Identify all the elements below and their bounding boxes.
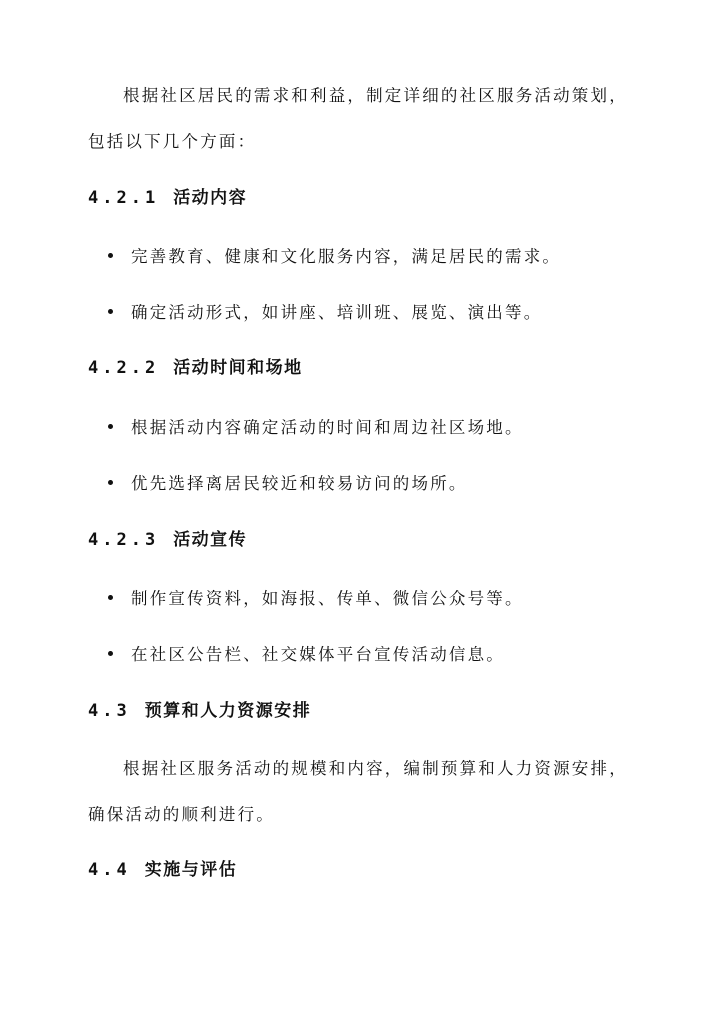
budget-line-2: 确保活动的顺利进行。 — [88, 805, 275, 824]
section-title: 实施与评估 — [144, 860, 238, 880]
section-title: 活动内容 — [173, 188, 248, 208]
list-item — [108, 647, 505, 664]
section-title: 活动时间和场地 — [173, 358, 303, 378]
list-item — [108, 591, 524, 608]
list-item — [108, 305, 542, 322]
section-number: 4.4 — [88, 860, 131, 880]
section-title: 活动宣传 — [173, 530, 248, 550]
section-number: 4.3 — [88, 701, 131, 721]
section-heading-4-2-2 — [88, 360, 303, 377]
list-item-text: 制作宣传资料，如海报、传单、微信公众号等。 — [131, 589, 524, 608]
bullet-icon — [108, 651, 113, 656]
list-item-text: 确定活动形式，如讲座、培训班、展览、演出等。 — [131, 303, 543, 322]
bullet-icon — [108, 253, 113, 258]
bullet-icon — [108, 480, 113, 485]
section-heading-4-3 — [88, 703, 311, 720]
bullet-icon — [108, 595, 113, 600]
section-heading-4-2-3 — [88, 532, 247, 549]
section-heading-4-4 — [88, 862, 237, 879]
bullet-icon — [108, 424, 113, 429]
intro-line-2: 包括以下几个方面： — [88, 132, 257, 151]
list-item — [108, 420, 524, 437]
section-number: 4.2.3 — [88, 530, 160, 550]
list-item-text: 优先选择离居民较近和较易访问的场所。 — [131, 474, 468, 493]
list-item — [108, 476, 468, 493]
list-item-text: 完善教育、健康和文化服务内容，满足居民的需求。 — [131, 247, 562, 266]
intro-line-1: 根据社区居民的需求和利益，制定详细的社区服务活动策划， — [123, 86, 628, 105]
section-number: 4.2.1 — [88, 188, 160, 208]
section-title: 预算和人力资源安排 — [144, 701, 312, 721]
section-heading-4-2-1 — [88, 190, 247, 207]
bullet-icon — [108, 309, 113, 314]
list-item-text: 在社区公告栏、社交媒体平台宣传活动信息。 — [131, 645, 505, 664]
list-item-text: 根据活动内容确定活动的时间和周边社区场地。 — [131, 418, 524, 437]
budget-line-1: 根据社区服务活动的规模和内容，编制预算和人力资源安排， — [123, 759, 628, 778]
section-number: 4.2.2 — [88, 358, 160, 378]
list-item — [108, 249, 561, 266]
